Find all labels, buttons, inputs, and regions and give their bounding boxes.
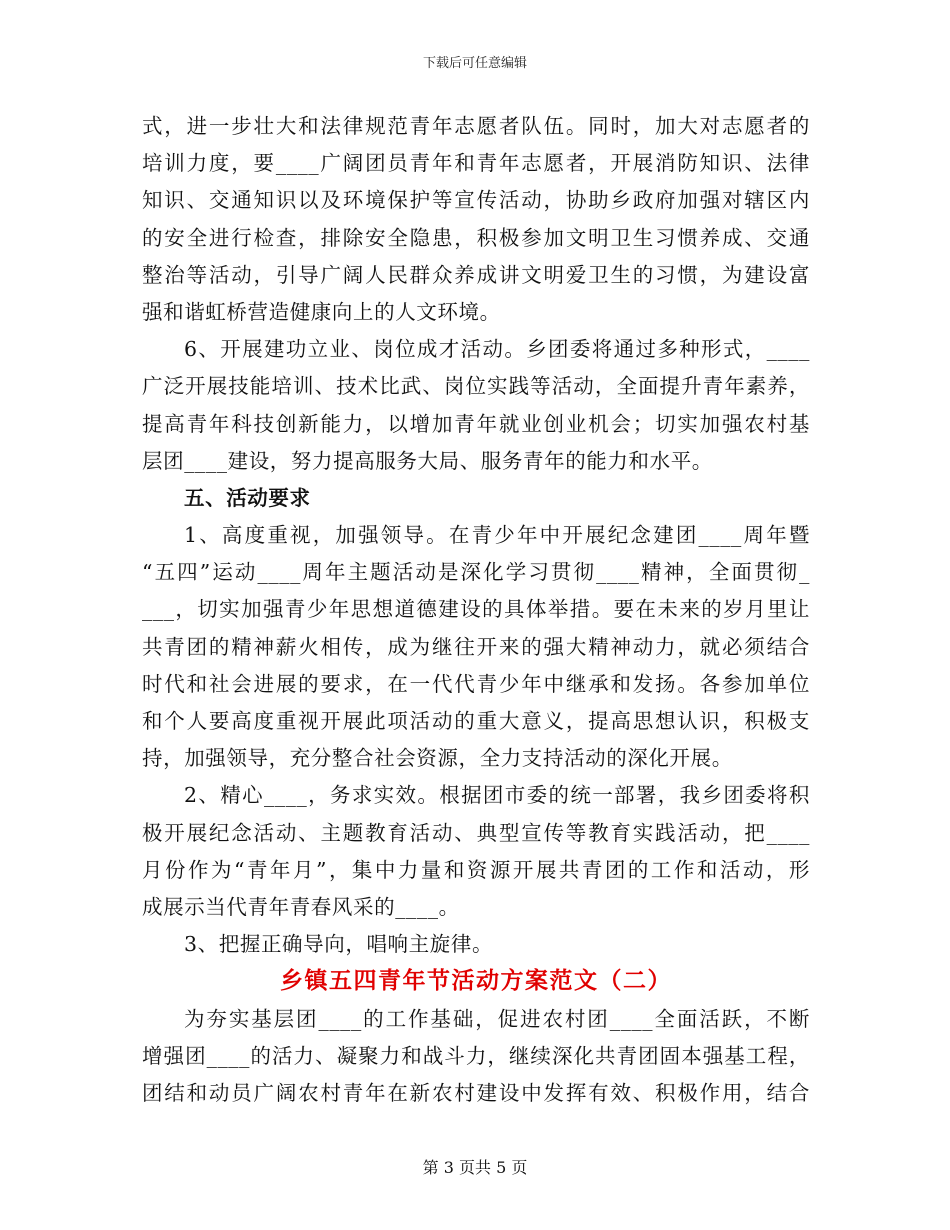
paragraph-line: 提高青年科技创新能力，以增加青年就业创业机会；切实加强农村基	[142, 411, 810, 436]
section-title: 乡镇五四青年节活动方案范文（二）	[280, 968, 672, 995]
paragraph-line: ___，切实加强青少年思想道德建设的具体举措。要在未来的岁月里让	[142, 597, 810, 622]
paragraph-line: 共青团的精神薪火相传，成为继往开来的强大精神动力，就必须结合	[142, 634, 810, 659]
paragraph-line: 极开展纪念活动、主题教育活动、典型宣传等教育实践活动，把____	[142, 820, 810, 845]
paragraph-line: 6、开展建功立业、岗位成才活动。乡团委将通过多种形式，____	[184, 337, 810, 362]
paragraph-line: 的安全进行检查，排除安全隐患，积极参加文明卫生习惯养成、交通	[142, 225, 810, 250]
paragraph-line: 知识、交通知识以及环境保护等宣传活动，协助乡政府加强对辖区内	[142, 188, 810, 213]
paragraph-line: 2、精心____，务求实效。根据团市委的统一部署，我乡团委将积	[184, 783, 810, 808]
paragraph-line: 和个人要高度重视开展此项活动的重大意义，提高思想认识，积极支	[142, 709, 810, 733]
paragraph-line: 时代和社会进展的要求，在一代代青少年中继承和发扬。各参加单位	[142, 671, 810, 696]
paragraph-line: 层团____建设，努力提高服务大局、服务青年的能力和水平。	[142, 448, 713, 473]
paragraph-line: 月份作为“青年月”，集中力量和资源开展共青团的工作和活动，形	[142, 857, 810, 882]
paragraph-line: 培训力度，要____广阔团员青年和青年志愿者，开展消防知识、法律	[142, 151, 810, 176]
section-heading: 五、活动要求	[184, 485, 311, 510]
page-number: 第 3 页共 5 页	[422, 1158, 528, 1177]
paragraph-line: 为夯实基层团____的工作基础，促进农村团____全面活跃，不断	[184, 1006, 810, 1031]
paragraph-line: 式，进一步壮大和法律规范青年志愿者队伍。同时，加大对志愿者的	[142, 114, 810, 138]
paragraph-line: 成展示当代青年青春风采的____。	[142, 894, 460, 919]
paragraph-line: 增强团____的活力、凝聚力和战斗力，继续深化共青团固本强基工程，	[142, 1043, 810, 1068]
paragraph-line: “五四”运动____周年主题活动是深化学习贯彻____精神，全面贯彻_	[142, 560, 810, 585]
paragraph-line: 整治等活动，引导广阔人民群众养成讲文明爱卫生的习惯，为建设富	[142, 262, 810, 287]
paragraph-line: 团结和动员广阔农村青年在新农村建设中发挥有效、积极作用，结合	[142, 1080, 810, 1105]
document-body	[142, 108, 810, 1112]
page-header: 下载后可任意编辑	[422, 56, 527, 71]
paragraph-line: 1、高度重视，加强领导。在青少年中开展纪念建团____周年暨	[184, 523, 810, 548]
paragraph-line: 3、把握正确导向，唱响主旋律。	[184, 932, 494, 957]
paragraph-line: 强和谐虹桥营造健康向上的人文环境。	[142, 299, 501, 324]
paragraph-line: 广泛开展技能培训、技术比武、岗位实践等活动，全面提升青年素养，	[142, 374, 810, 399]
paragraph-line: 持，加强领导，充分整合社会资源，全力支持活动的深化开展。	[142, 746, 733, 771]
